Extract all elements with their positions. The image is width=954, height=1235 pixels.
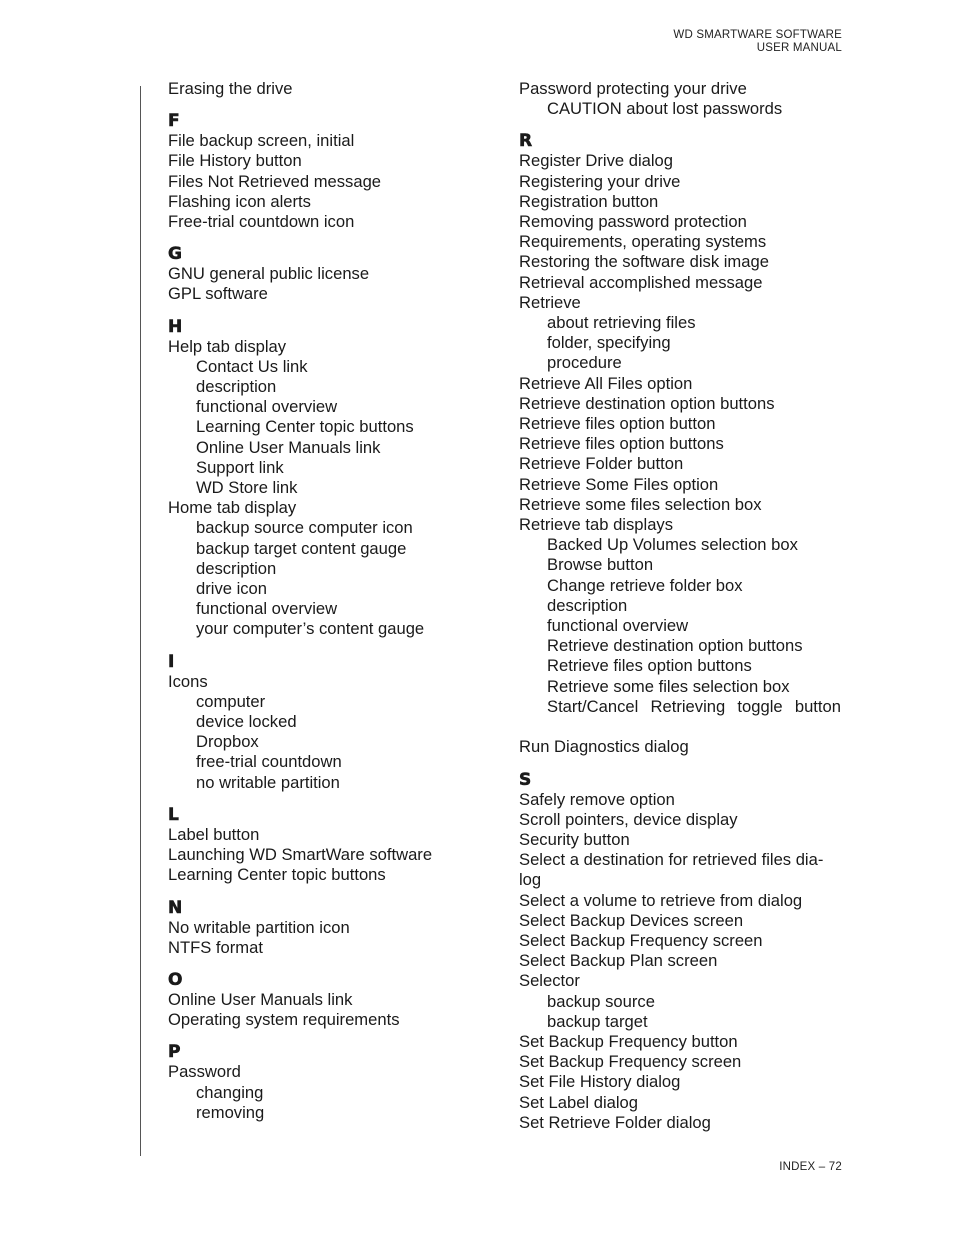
- index-entry: Retrieve Folder button: [519, 454, 684, 474]
- index-group: [519, 79, 849, 119]
- index-entry: Registering your drive: [519, 171, 681, 191]
- index-subentry: functional overview: [196, 599, 338, 619]
- index-subentry: CAUTION about lost passwords: [547, 99, 783, 119]
- index-subentry: your computer’s content gauge: [196, 619, 425, 639]
- index-entry: GNU general public license: [168, 264, 370, 284]
- running-header: [673, 29, 842, 55]
- index-entry: Set Backup Frequency button: [519, 1031, 738, 1051]
- index-entry: No writable partition icon: [168, 917, 350, 937]
- index-entry: Free-trial countdown icon: [168, 212, 355, 232]
- index-subentry: Browse button: [547, 555, 654, 575]
- index-subentry: Support link: [196, 457, 284, 477]
- index-entry: Select Backup Devices screen: [519, 910, 744, 930]
- index-entry: Removing password protection: [519, 212, 747, 232]
- index-letter-heading: N: [168, 897, 183, 918]
- index-subentry: functional overview: [547, 616, 689, 636]
- margin-rule: [140, 86, 141, 1156]
- index-group: [519, 770, 849, 1133]
- index-entry: Set Retrieve Folder dialog: [519, 1112, 711, 1132]
- index-entry: Learning Center topic buttons: [168, 865, 386, 885]
- index-entry: Retrieve Some Files option: [519, 474, 719, 494]
- index-group: [168, 652, 488, 793]
- index-entry: Security button: [519, 829, 630, 849]
- index-entry: Retrieval accomplished message: [519, 272, 763, 292]
- index-subentry: Retrieve destination option buttons: [547, 636, 803, 656]
- index-column-left: [168, 79, 488, 1123]
- index-entry: Online User Manuals link: [168, 989, 353, 1009]
- page-footer: INDEX – 72: [779, 1161, 842, 1173]
- index-group: [168, 898, 488, 958]
- index-entry: NTFS format: [168, 937, 263, 957]
- index-subentry: about retrieving files: [547, 313, 696, 333]
- index-entry: Home tab display: [168, 498, 297, 518]
- index-entry: Safely remove option: [519, 789, 675, 809]
- index-entry: Operating system requirements: [168, 1010, 400, 1030]
- index-subentry: backup target: [547, 1011, 648, 1031]
- index-subentry: removing: [196, 1102, 265, 1122]
- index-entry: Restoring the software disk image: [519, 252, 769, 272]
- index-subentry: Online User Manuals link: [196, 437, 381, 457]
- index-entry: Password: [168, 1062, 241, 1082]
- index-subentry: backup source: [547, 991, 655, 1011]
- index-entry: [519, 717, 849, 737]
- index-entry: Password protecting your drive: [519, 79, 747, 98]
- index-subentry: backup target content gauge: [196, 538, 407, 558]
- index-group: [168, 79, 488, 99]
- index-subentry: WD Store link: [196, 478, 298, 498]
- index-subentry: drive icon: [196, 579, 268, 599]
- index-entry: Files Not Retrieved message: [168, 171, 382, 191]
- index-subentry: Dropbox: [196, 732, 259, 752]
- index-subentry: Backed Up Volumes selection box: [547, 535, 798, 555]
- index-entry: Retrieve All Files option: [519, 373, 693, 393]
- index-group: [519, 131, 849, 757]
- index-entry: Select a volume to retrieve from dialog: [519, 890, 803, 910]
- index-entry: File backup screen, initial: [168, 131, 355, 151]
- index-letter-heading: G: [168, 244, 182, 265]
- index-entry: Retrieve tab displays: [519, 515, 674, 535]
- index-subentry: Retrieve some files selection box: [547, 676, 790, 696]
- index-group: [168, 111, 488, 232]
- header-subtitle: USER MANUAL: [756, 42, 842, 54]
- index-subentry: backup source computer icon: [196, 518, 413, 538]
- index-subentry: Change retrieve folder box: [547, 575, 743, 595]
- index-entry: Select Backup Frequency screen: [519, 930, 763, 950]
- index-subentry: free-trial countdown: [196, 752, 342, 772]
- index-subentry: Retrieve files option buttons: [547, 656, 752, 676]
- index-entry: Icons: [168, 671, 208, 691]
- index-entry: Register Drive dialog: [519, 151, 674, 171]
- index-entry: Retrieve destination option buttons: [519, 393, 775, 413]
- index-subentry: Start/Cancel Retrieving toggle button: [547, 696, 841, 716]
- index-group: [168, 244, 488, 304]
- index-letter-heading: F: [168, 111, 180, 132]
- index-group: [168, 970, 488, 1030]
- index-subentry: description: [547, 595, 628, 615]
- index-letter-heading: P: [168, 1042, 181, 1063]
- index-subentry: description: [196, 377, 277, 397]
- index-entry: GPL software: [168, 284, 268, 304]
- index-entry: Erasing the drive: [168, 79, 293, 98]
- index-entry: Set Label dialog: [519, 1092, 639, 1112]
- index-entry: File History button: [168, 151, 302, 171]
- index-entry: Selector: [519, 971, 580, 991]
- index-subentry: Contact Us link: [196, 356, 308, 376]
- index-entry: Requirements, operating systems: [519, 232, 767, 252]
- index-entry: Retrieve: [519, 292, 581, 312]
- index-entry: log: [519, 870, 542, 890]
- index-entry: Registration button: [519, 191, 659, 211]
- index-entry: Retrieve some files selection box: [519, 494, 762, 514]
- index-entry: Set File History dialog: [519, 1072, 681, 1092]
- index-subentry: procedure: [547, 353, 622, 373]
- index-column-right: [519, 79, 849, 1133]
- index-letter-heading: L: [168, 804, 179, 825]
- index-entry: Launching WD SmartWare software: [168, 845, 433, 865]
- index-letter-heading: H: [168, 316, 183, 337]
- index-entry: Scroll pointers, device display: [519, 809, 738, 829]
- index-subentry: changing: [196, 1082, 264, 1102]
- index-entry: Select Backup Plan screen: [519, 951, 718, 971]
- index-letter-heading: I: [168, 651, 175, 672]
- index-entry: Select a destination for retrieved files dia-: [519, 850, 824, 870]
- index-group: [168, 805, 488, 886]
- index-entry: Help tab display: [168, 336, 287, 356]
- index-letter-heading: O: [168, 969, 183, 990]
- index-entry: Flashing icon alerts: [168, 191, 311, 211]
- index-entry: Retrieve files option buttons: [519, 434, 724, 454]
- index-subentry: no writable partition: [196, 772, 340, 792]
- index-group: [168, 317, 488, 640]
- index-subentry: description: [196, 558, 277, 578]
- index-group: [168, 1042, 488, 1123]
- index-subentry: functional overview: [196, 397, 338, 417]
- index-subentry: folder, specifying: [547, 333, 671, 353]
- index-letter-heading: R: [519, 131, 533, 152]
- index-entry: Set Backup Frequency screen: [519, 1052, 742, 1072]
- header-title: WD SMARTWARE SOFTWARE: [673, 29, 842, 41]
- index-entry: Run Diagnostics dialog: [519, 737, 689, 757]
- index-subentry: Learning Center topic buttons: [196, 417, 414, 437]
- index-entry: Label button: [168, 824, 260, 844]
- index-subentry: device locked: [196, 712, 297, 732]
- index-subentry: computer: [196, 691, 266, 711]
- index-letter-heading: S: [519, 769, 532, 790]
- index-entry: Retrieve files option button: [519, 414, 716, 434]
